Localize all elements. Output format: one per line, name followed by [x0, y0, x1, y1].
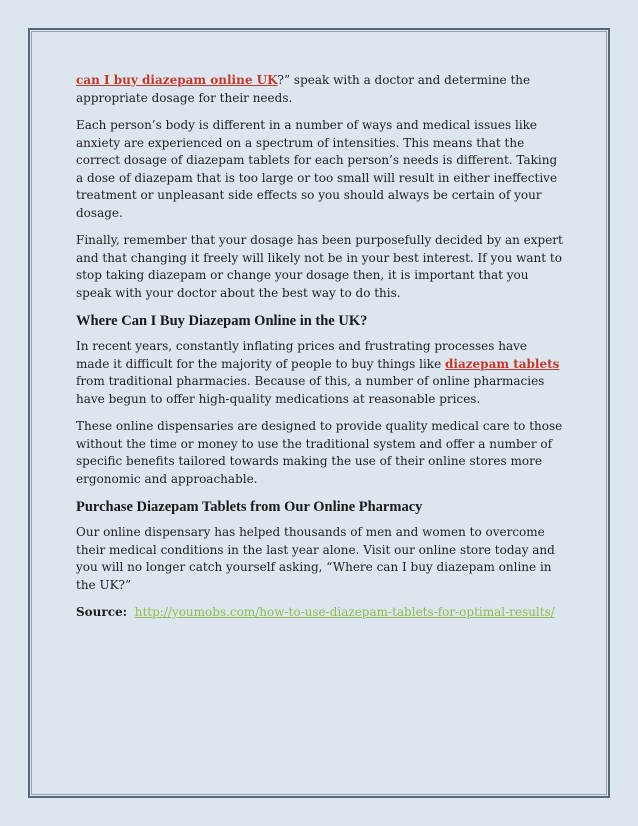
- paragraph-recent-years-before: In recent years, constantly inflating prices and frustrating processes have made it difficult for the majority of people to buy things like: [76, 339, 527, 371]
- paragraph-finally: Finally, remember that your dosage has been purposefully decided by an expert and that changing it freely will likely not be in your best interest. If you want to stop taking diazepam or change your dosage then, it is important that you speak with your doctor about the best way to do this.: [76, 233, 563, 300]
- heading-purchase-diazepam: Purchase Diazepam Tablets from Our Online Pharmacy: [76, 499, 423, 515]
- source-line: [76, 604, 564, 622]
- document-body: [76, 72, 564, 632]
- paragraph-our-dispensary: Our online dispensary has helped thousands of men and women to overcome their medical conditions in the last year alone. Visit our online store today and you will no longer catch yourself asking, “Where can I buy diazepam online in the UK?”: [76, 525, 555, 592]
- source-link[interactable]: http://youmobs.com/how-to-use-diazepam-tablets-for-optimal-results/: [134, 605, 555, 619]
- paragraph-online-dispensaries: These online dispensaries are designed to provide quality medical care to those without the time or money to use the traditional system and offer a number of specific benefits tailored towards making the use of their online stores more ergonomic and approachable.: [76, 419, 563, 486]
- paragraph-intro: [76, 72, 564, 107]
- link-buy-diazepam-uk[interactable]: can I buy diazepam online UK: [76, 73, 278, 87]
- link-diazepam-tablets[interactable]: diazepam tablets: [445, 356, 560, 371]
- heading-where-can-i-buy: Where Can I Buy Diazepam Online in the UK?: [76, 313, 368, 329]
- paragraph-dosage: Each person’s body is different in a number of ways and medical issues like anxiety are experienced on a spectrum of intensities. This means that the correct dosage of diazepam tablets for each person’s needs is different. Taking a dose of diazepam that is too large or too small will result in either ineffective treatment or unpleasant side effects so you should always be certain of your dosage.: [76, 118, 558, 220]
- paragraph-recent-years: [76, 338, 564, 408]
- paragraph-recent-years-after: from traditional pharmacies. Because of this, a number of online pharmacies have begun to offer high-quality medications at reasonable prices.: [76, 374, 545, 406]
- source-label: Source:: [76, 605, 128, 619]
- paragraph-intro-text: ?” speak with a doctor and determine the appropriate dosage for their needs.: [76, 73, 531, 105]
